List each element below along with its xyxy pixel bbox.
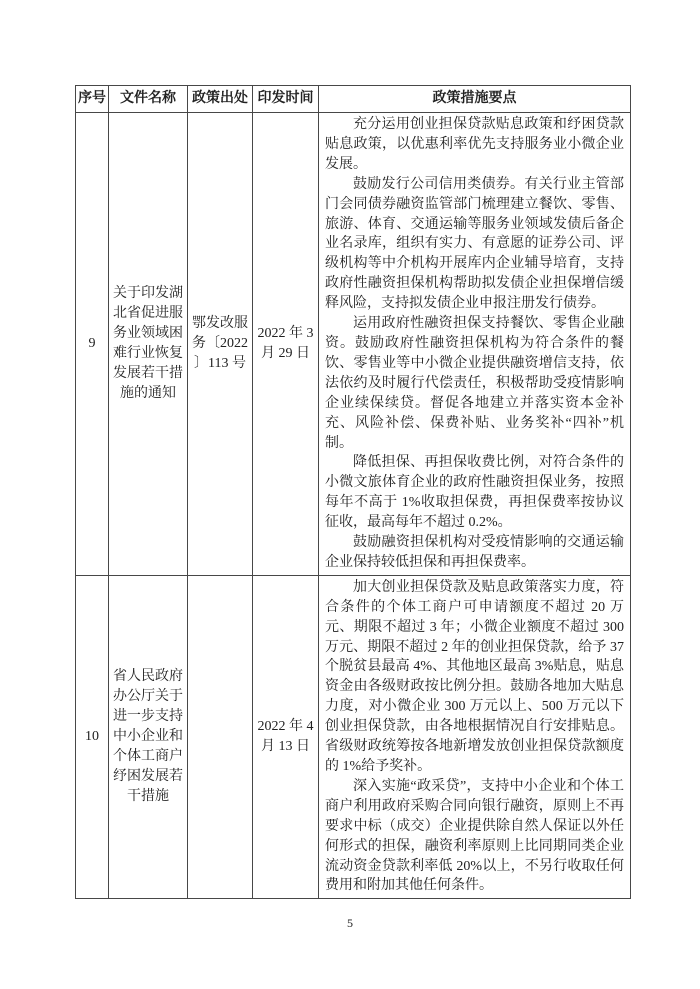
- row-index: 10: [76, 575, 109, 899]
- measure-paragraph: 充分运用创业担保贷款贴息政策和纾困贷款贴息政策，以优惠利率优先支持服务业小微企业发展。: [325, 117, 624, 172]
- doc-name: 省人民政府办公厅关于进一步支持中小企业和个体工商户纾困发展若干措施: [109, 575, 188, 899]
- measure-paragraph: 加大创业担保贷款及贴息政策落实力度，符合条件的个体工商户可申请额度不超过 20 万元、期限不超过 3 年；小微企业额度不超过 300 万元、期限不超过 2 年的创业担保贷款，给予 37 个脱贫县最高 4%、其他地区最高 3%贴息，贴息资金由各级财政按比例分担。鼓励各地加大贴息力度，对小微企业 300 万元以上、500 万元以下创业担保贷款，由各地根据情况自行安排贴息。省级财政统筹按各地新增发放创业担保贷款额度的 1%给予奖补。: [325, 579, 624, 774]
- col-header-issue-date: 印发时间: [253, 86, 319, 113]
- policy-table: [75, 85, 631, 899]
- policy-source: 鄂发改服务〔2022〕113 号: [188, 113, 253, 576]
- col-header-doc-name: 文件名称: [109, 86, 188, 113]
- table-row: [76, 575, 631, 899]
- table-row: [76, 113, 631, 576]
- issue-date: 2022 年 4 月 13 日: [253, 575, 319, 899]
- measure-paragraph: 鼓励发行公司信用类债券。有关行业主管部门会同债券融资监管部门梳理建立餐饮、零售、旅游、体育、交通运输等服务业领域发债后备企业名录库，组织有实力、有意愿的证券公司、评级机构等中介机构开展库内企业辅导培育，支持政府性融资担保机构帮助拟发债企业担保增信缓释风险，支持拟发债企业申报注册发行债券。: [325, 176, 624, 312]
- measure-paragraph: 降低担保、再担保收费比例，对符合条件的小微文旅体育企业的政府性融资担保业务，按照每年不高于 1%收取担保费，再担保费率按协议征收，最高每年不超过 0.2%。: [325, 455, 624, 531]
- table-header-row: [76, 86, 631, 113]
- row-index: 9: [76, 113, 109, 576]
- issue-date: 2022 年 3 月 29 日: [253, 113, 319, 576]
- col-header-source: 政策出处: [188, 86, 253, 113]
- measure-paragraph: 鼓励融资担保机构对受疫情影响的交通运输企业保持较低担保和再担保费率。: [325, 535, 624, 570]
- measure-paragraph: 深入实施“政采贷”，支持中小企业和个体工商户利用政府采购合同向银行融资，原则上不再要求中标（成交）企业提供除自然人保证以外任何形式的担保，融资利率原则上比同期同类企业流动资金贷款利率低 20%以上，不另行收取任何费用和附加其他任何条件。: [325, 778, 624, 894]
- measures-cell: [319, 113, 631, 576]
- page-number: 5: [347, 916, 353, 930]
- col-header-measures: 政策措施要点: [319, 86, 631, 113]
- measures-cell: [319, 575, 631, 899]
- policy-source: [188, 575, 253, 899]
- measure-paragraph: 运用政府性融资担保支持餐饮、零售企业融资。鼓励政府性融资担保机构为符合条件的餐饮、零售业等中小微企业提供融资增信支持，依法依约及时履行代偿责任，积极帮助受疫情影响企业续保续贷。督促各地建立并落实资本金补充、风险补偿、保费补贴、业务奖补“四补”机制。: [325, 316, 624, 451]
- col-header-index: 序号: [76, 86, 109, 113]
- doc-name: 关于印发湖北省促进服务业领域困难行业恢复发展若干措施的通知: [109, 113, 188, 576]
